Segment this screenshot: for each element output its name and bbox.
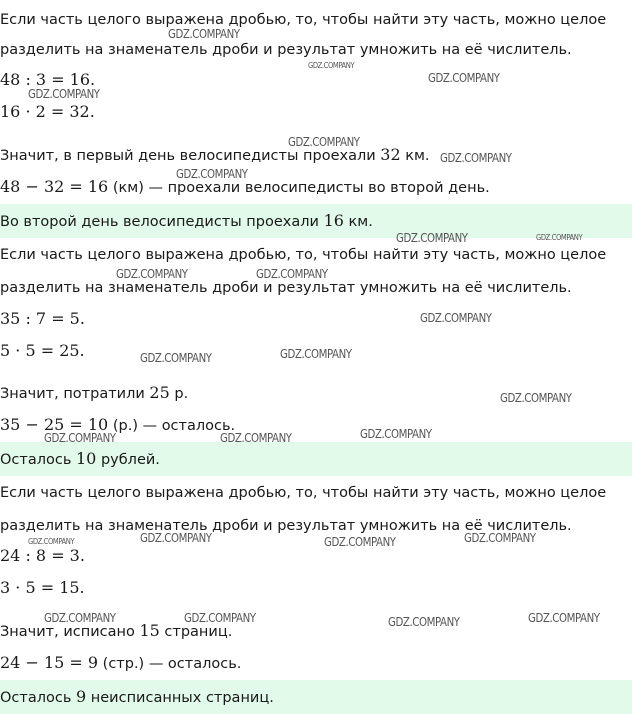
conclusion-number: 15 [139,621,160,640]
difference-math: 24 − 15 = 9 [0,653,99,672]
answer-unit: км. [343,214,373,230]
rule-line-1: Если часть целого выражена дробью, то, чтобы найти эту часть, можно целое [0,485,607,501]
difference-text: (км) — проехали велосипедисты во второй день. [108,180,490,196]
watermark: GDZ.COMPANY [288,135,360,149]
watermark: GDZ.COMPANY [168,27,240,41]
difference-text: (стр.) — осталось. [98,656,242,672]
watermark: GDZ.COMPANY [396,231,468,245]
conclusion-line [0,145,430,166]
conclusion-text: Значит, в первый день велосипедисты проехали [0,148,381,164]
answer-unit: неисписанных страниц. [86,690,274,706]
conclusion-unit: км. [400,148,430,164]
watermark: GDZ.COMPANY [528,611,600,625]
conclusion-unit: р. [169,386,189,402]
rule-line-2: разделить на знаменатель дроби и результат умножить на её числитель. [0,42,572,58]
answer-number: 16 [323,211,344,230]
difference-text: (р.) — осталось. [108,418,236,434]
rule-line-1: Если часть целого выражена дробью, то, чтобы найти эту часть, можно целое [0,12,607,28]
watermark: GDZ.COMPANY [428,71,500,85]
watermark: GDZ.COMPANY [116,267,188,281]
watermark: GDZ.COMPANY [220,431,292,445]
difference-line [0,415,235,436]
watermark: GDZ.COMPANY [500,391,572,405]
watermark: GDZ.COMPANY [388,615,460,629]
watermark: GDZ.COMPANY [28,537,75,546]
watermark: GDZ.COMPANY [536,233,583,242]
answer-text: Осталось [0,690,76,706]
watermark: GDZ.COMPANY [360,427,432,441]
watermark: GDZ.COMPANY [308,61,355,70]
calculation-line: 5 · 5 = 25. [0,341,85,360]
answer-line [0,211,373,232]
difference-math: 35 − 25 = 10 [0,415,109,434]
difference-math: 48 − 32 = 16 [0,177,109,196]
watermark: GDZ.COMPANY [44,611,116,625]
rule-line-2: разделить на знаменатель дроби и результат умножить на её числитель. [0,518,572,534]
watermark: GDZ.COMPANY [440,151,512,165]
watermark: GDZ.COMPANY [420,311,492,325]
answer-unit: рублей. [96,452,160,468]
answer-number: 10 [75,449,97,468]
calculation-line: 3 · 5 = 15. [0,578,85,597]
answer-text: Осталось [0,452,76,468]
watermark: GDZ.COMPANY [464,531,536,545]
conclusion-line [0,383,188,404]
conclusion-number: 32 [380,145,401,164]
answer-line [0,687,274,708]
conclusion-number: 25 [149,383,170,402]
answer-text: Во второй день велосипедисты проехали [0,214,324,230]
calculation-line: 16 · 2 = 32. [0,102,95,121]
watermark: GDZ.COMPANY [324,535,396,549]
watermark: GDZ.COMPANY [28,87,100,101]
watermark: GDZ.COMPANY [280,347,352,361]
calculation-line: 48 : 3 = 16. [0,70,96,89]
watermark: GDZ.COMPANY [140,351,212,365]
watermark: GDZ.COMPANY [140,531,212,545]
conclusion-text: Значит, потратили [0,386,150,402]
difference-line [0,653,241,674]
conclusion-text: Значит, исписано [0,624,140,640]
calculation-line: 35 : 7 = 5. [0,309,85,328]
calculation-line: 24 : 8 = 3. [0,546,85,565]
rule-line-1: Если часть целого выражена дробью, то, чтобы найти эту часть, можно целое [0,247,607,263]
conclusion-unit: страниц. [159,624,233,640]
answer-line [0,449,160,470]
watermark: GDZ.COMPANY [256,267,328,281]
watermark: GDZ.COMPANY [184,611,256,625]
watermark: GDZ.COMPANY [44,431,116,445]
answer-number: 9 [75,687,87,706]
rule-line-2: разделить на знаменатель дроби и результат умножить на её числитель. [0,280,572,296]
watermark: GDZ.COMPANY [176,167,248,181]
